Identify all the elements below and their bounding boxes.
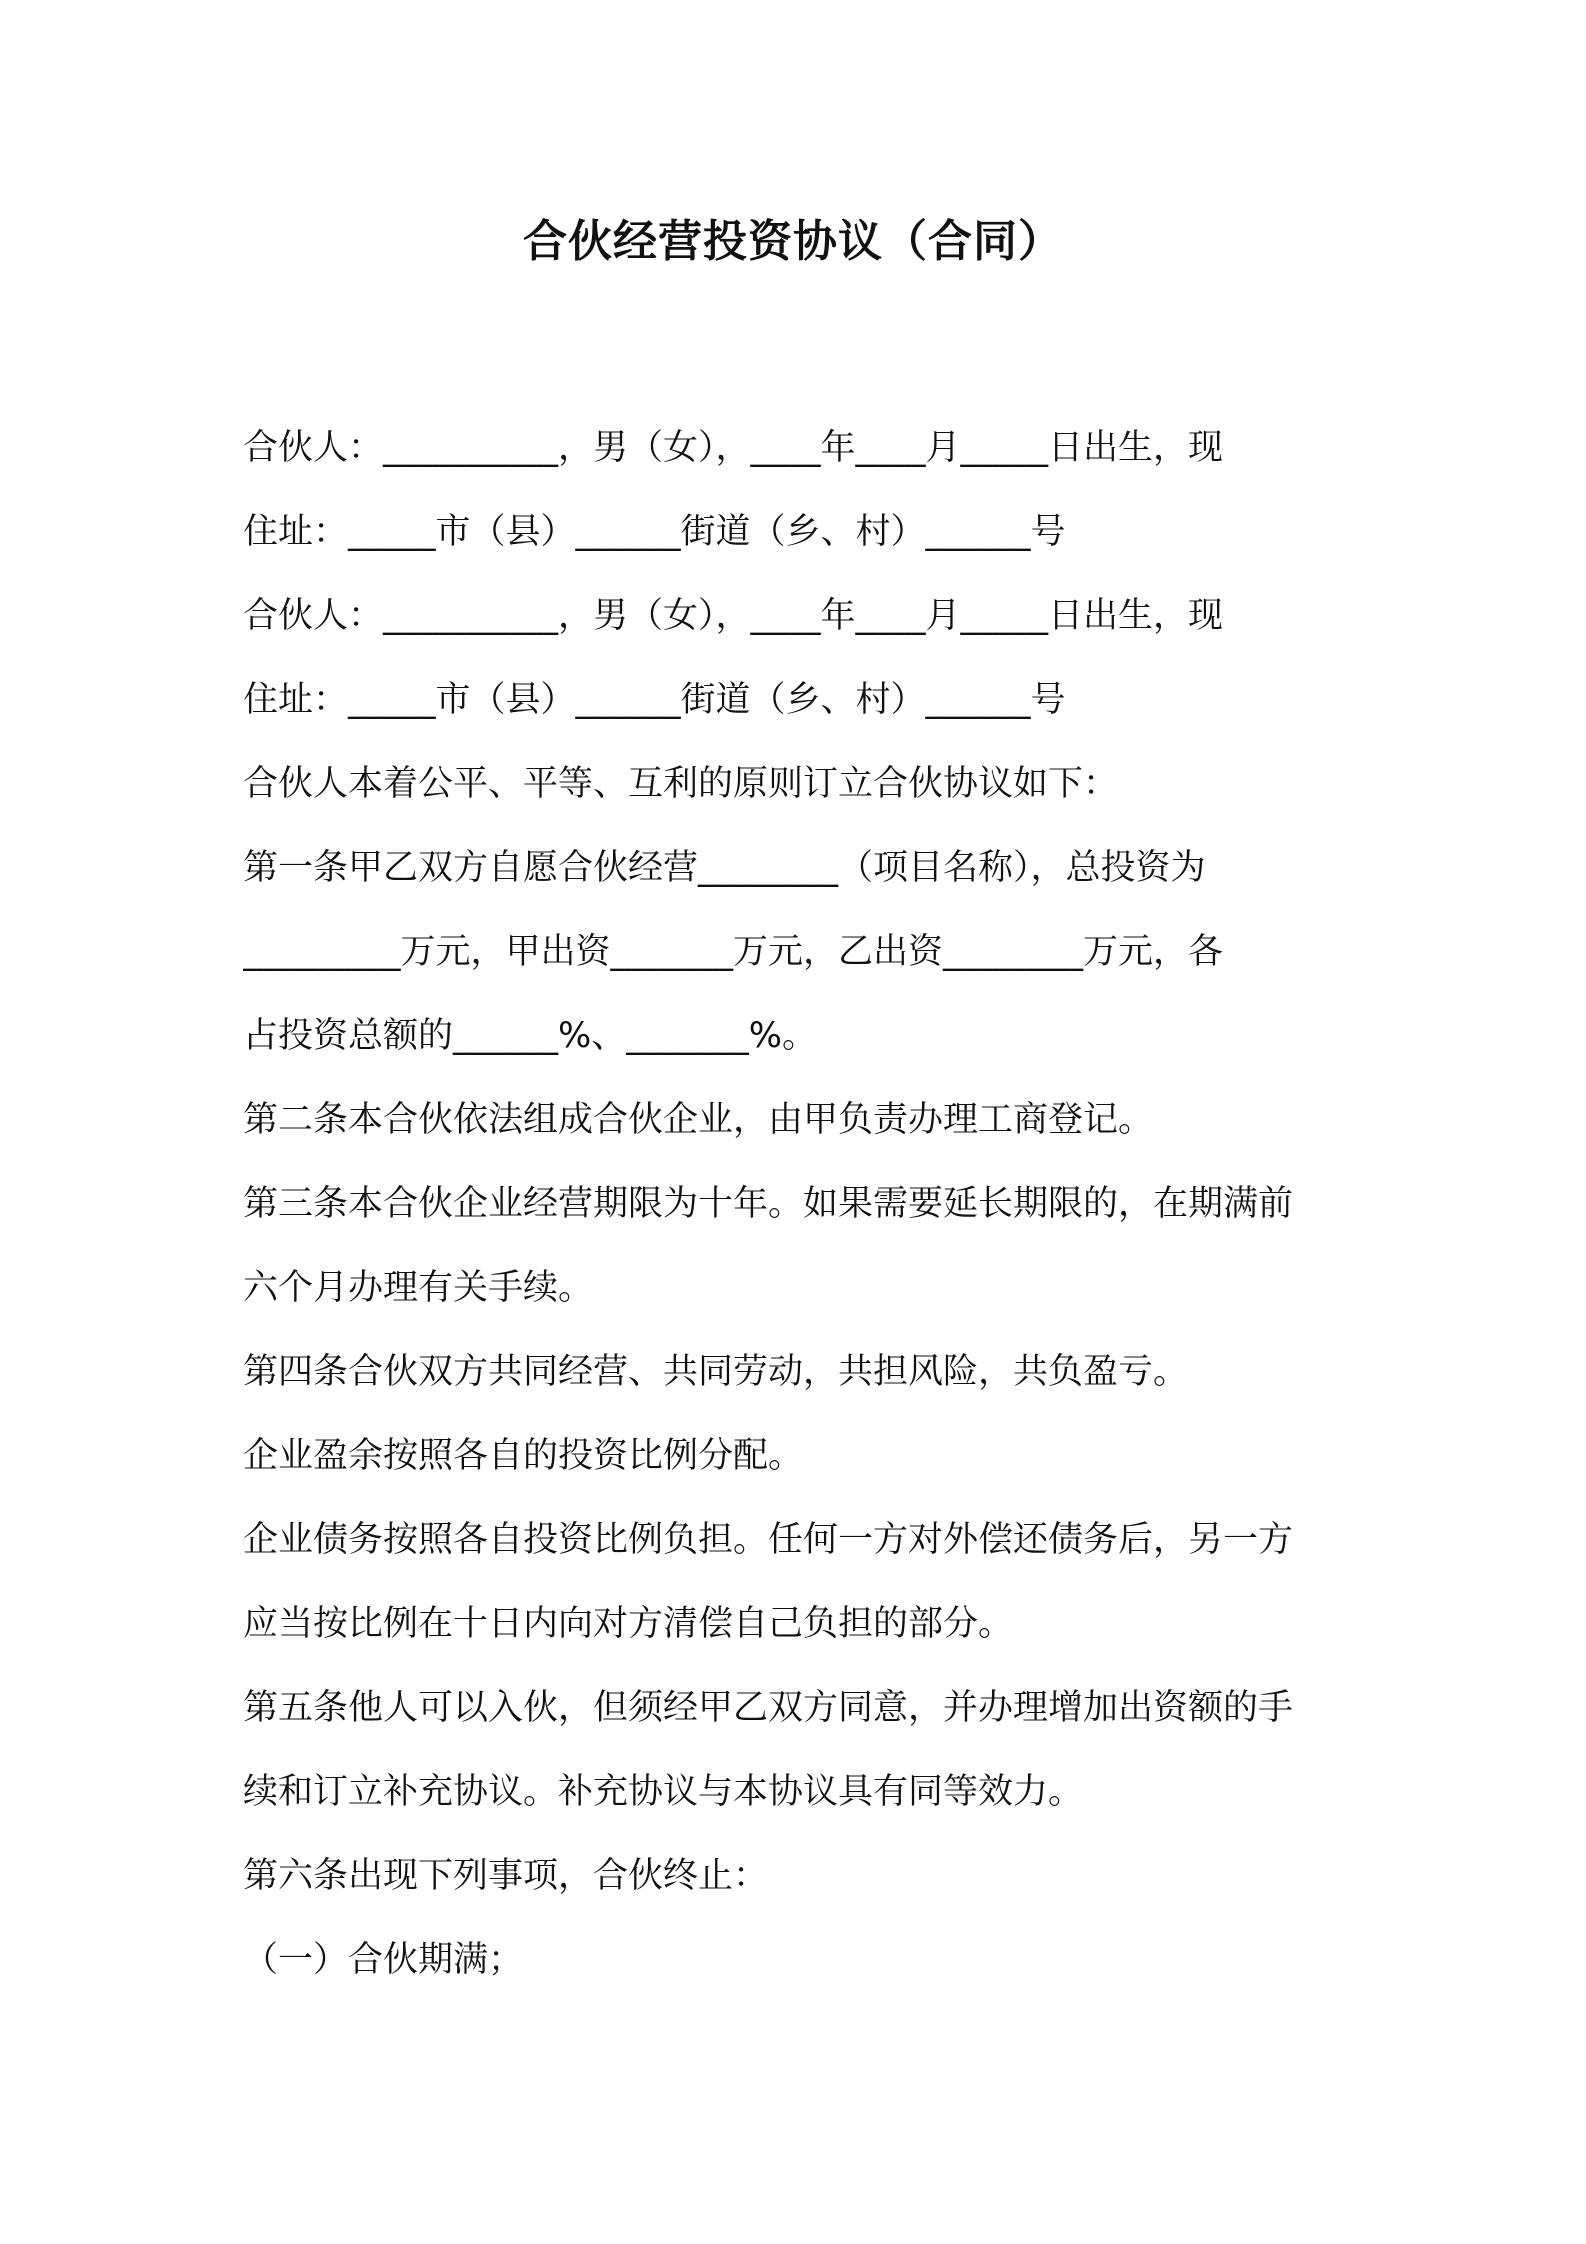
- article-3-line-2: 六个月办理有关手续。: [243, 1268, 594, 1308]
- article-2: 第二条本合伙依法组成合伙企业，由甲负责办理工商登记。: [243, 1100, 1154, 1140]
- article-5-line-1: 第五条他人可以入伙，但须经甲乙双方同意，并办理增加出资额的手: [243, 1688, 1294, 1728]
- article-3-line-1: 第三条本合伙企业经营期限为十年。如果需要延长期限的，在期满前: [243, 1184, 1294, 1224]
- article-4: 第四条合伙双方共同经营、共同劳动，共担风险，共负盈亏。: [243, 1352, 1189, 1392]
- partner-2-address-line: 住址：_____市（县）______街道（乡、村）______号: [243, 680, 1066, 720]
- article-6: 第六条出现下列事项，合伙终止：: [243, 1856, 769, 1896]
- document-title: 合伙经营投资协议（合同）: [523, 216, 1063, 267]
- document-body: [243, 406, 1373, 2002]
- partner-2-line-1: 合伙人：__________，男（女），____年____月_____日出生，现: [243, 596, 1224, 636]
- partner-1-line-1: 合伙人：__________，男（女），____年____月_____日出生，现: [243, 428, 1224, 468]
- article-6-item-1: （一）合伙期满；: [243, 1940, 524, 1980]
- preamble: 合伙人本着公平、平等、互利的原则订立合伙协议如下：: [243, 764, 1119, 804]
- article-1-line-2: _________万元，甲出资_______万元，乙出资________万元，各: [243, 932, 1224, 972]
- partner-1-address-line: 住址：_____市（县）______街道（乡、村）______号: [243, 512, 1066, 552]
- article-4-debt-line-2: 应当按比例在十日内向对方清偿自己负担的部分。: [243, 1604, 1014, 1644]
- article-4-debt-line-1: 企业债务按照各自投资比例负担。任何一方对外偿还债务后，另一方: [243, 1520, 1294, 1560]
- article-4-profit: 企业盈余按照各自的投资比例分配。: [243, 1436, 804, 1476]
- article-1-line-3: 占投资总额的______%、_______%。: [243, 1016, 818, 1056]
- article-1-line-1: 第一条甲乙双方自愿合伙经营________（项目名称），总投资为: [243, 848, 1206, 888]
- article-5-line-2: 续和订立补充协议。补充协议与本协议具有同等效力。: [243, 1772, 1084, 1812]
